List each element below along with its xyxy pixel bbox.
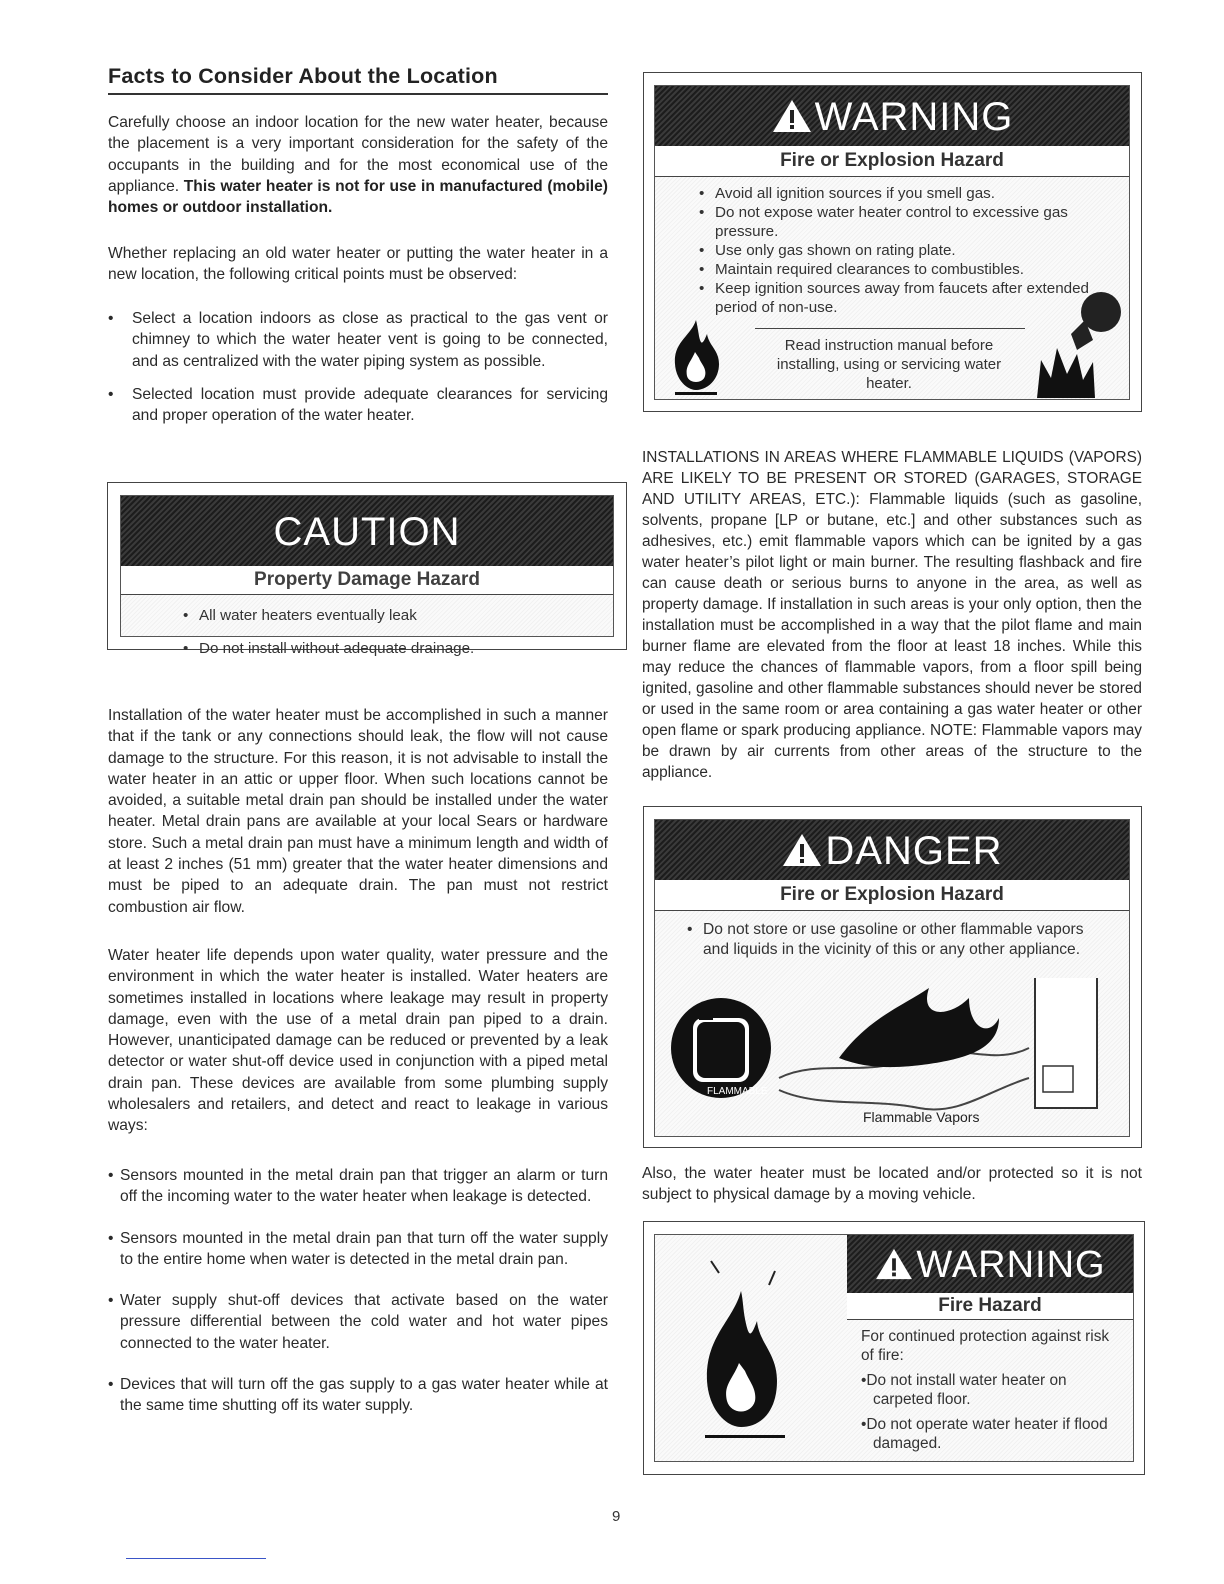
warning-title: Fire Hazard (847, 1293, 1133, 1320)
replacing-text: Whether replacing an old water heater or putting the water heater in a new location, the following critical points must be observed: (108, 245, 608, 284)
vehicle-paragraph (642, 1163, 1142, 1206)
divider (755, 328, 1025, 329)
warning-title: Fire or Explosion Hazard (655, 146, 1129, 177)
leak-text: Water heater life depends upon water quality, water pressure and the environment in which the water heater is installed. Water heaters are sometimes installed in locations where leakage may result in property damage, even with the use of a metal drain pan piped to a drain. However, unanticipated damage can be reduced or prevented by a leak detector or water shut-off device used in conjunction with a piped metal drain pan. These devices are available from some plumbing supply wholesalers and retailers, and detect and react to leakage in various ways: (108, 947, 608, 1135)
critical-points-list (108, 308, 608, 426)
list-item: • Do not install without adequate drainage. (181, 639, 474, 658)
alert-triangle-icon (781, 832, 823, 868)
alert-triangle-icon (771, 98, 813, 134)
flammable-vapors-illustration (669, 978, 1109, 1128)
danger-box (643, 806, 1142, 1148)
list-item: • Devices that will turn off the gas supply to a gas water heater while at the same time shutting off its water supply. (108, 1374, 608, 1417)
list-item: • Use only gas shown on rating plate. (697, 241, 1111, 260)
warning-banner: WARNING (655, 86, 1129, 146)
fire-lead-text: For continued protection against risk of fire: (861, 1328, 1110, 1364)
drain-pan-paragraph (108, 705, 608, 918)
list-item: • Maintain required clearances to combustibles. (697, 260, 1111, 279)
section-heading: Facts to Consider About the Location (108, 64, 608, 95)
flammable-text: INSTALLATIONS IN AREAS WHERE FLAMMABLE LIQUIDS (VAPORS) ARE LIKELY TO BE PRESENT OR STORED (GARAGES, STORAGE AND UTILITY AREAS, ETC.): Flammable liquids (such as gasoline, solvents, propane [LP or butane, etc.] and other substances such as adhesives, etc.) emit flammable vapors which can be ignited by a gas water heater’s pilot light or main burner. The resulting flashback and fire can cause death or serious burns to anyone in the area, as well as property damage. If installation in such areas is your only option, then the installation must be accomplished in a way that the pilot flame and main burner flame are elevated from the floor at least 18 inches. While this may reduce the chances of flammable vapors, from a floor spill being ignited, gasoline and other flammable substances should never be stored or used in the same room or area containing a gas water heater or other open flame or spark producing appliance. NOTE: Flammable vapors may be drawn by air currents from other areas of the structure to the appliance. (642, 449, 1142, 781)
list-item: • Sensors mounted in the metal drain pan that trigger an alarm or turn off the incoming water to the water heater when leakage is detected. (108, 1165, 608, 1208)
warning-banner: WARNING (847, 1235, 1133, 1293)
list-item: • Sensors mounted in the metal drain pan that turn off the water supply to the entire home when water is detected in the metal drain pan. (108, 1228, 608, 1271)
intro-bold-warning: This water heater is not for use in manufactured (mobile) homes or outdoor installation. (108, 177, 608, 217)
vehicle-text: Also, the water heater must be located and/or protected so it is not subject to physical damage by a moving vehicle. (642, 1165, 1142, 1204)
warning-box-fire (643, 1221, 1145, 1475)
list-item: •Do not operate water heater if flood damaged. (861, 1416, 1108, 1452)
manual-note: Read instruction manual before installing, using or servicing water heater. (776, 337, 1002, 392)
flammable-can-label: FLAMMABLE (707, 1086, 768, 1097)
list-item: • Water supply shut-off devices that activate based on the water pressure differential between the cold water and hot water pipes connected to the water heater. (108, 1290, 608, 1354)
leak-paragraph (108, 945, 608, 1137)
caution-banner: CAUTION (121, 496, 613, 566)
danger-title: Fire or Explosion Hazard (655, 880, 1129, 911)
list-item: • Keep ignition sources away from faucets after extended period of non-use. (697, 279, 1111, 317)
intro-text: Carefully choose an indoor location for the new water heater, because the placement is a very important consideration for the safety of the occupants in the building and for the most economical use of the appliance. (108, 114, 608, 195)
list-item: • Selected location must provide adequate clearances for servicing and proper operation of the water heater. (108, 384, 608, 427)
list-item: •Do not install water heater on carpeted floor. (861, 1372, 1067, 1408)
list-item: • Do not expose water heater control to excessive gas pressure. (697, 203, 1111, 241)
footer-link-underline (126, 1558, 266, 1559)
flammable-vapors-label: Flammable Vapors (863, 1109, 980, 1125)
devices-list (108, 1165, 608, 1417)
caution-box (107, 482, 627, 657)
intro-paragraph (108, 112, 608, 218)
flame-icon (661, 316, 731, 396)
list-item: • Avoid all ignition sources if you smell gas. (697, 184, 1111, 203)
flame-icon (685, 1251, 795, 1441)
page-number: 9 (612, 1508, 621, 1525)
warning-box-explosion (643, 72, 1142, 412)
list-item: • Select a location indoors as close as practical to the gas vent or chimney to which the water heater vent is going to be connected, and as centralized with the water piping system as possible. (108, 308, 608, 372)
drain-pan-text: Installation of the water heater must be accomplished in such a manner that if the tank or any connections should leak, the flow will not cause damage to the structure. For this reason, it is not advisable to install the water heater in an attic or upper floor. When such locations cannot be avoided, a suitable metal drain pan should be installed under the water heater. Metal drain pans are available at your local Sears or hardware store. Such a metal drain pan must have a minimum length and width of at least 2 inches (51 mm) greater that the water heater dimensions and must be piped to an adequate drain. The pan must not restrict combustion air flow. (108, 707, 608, 916)
replacing-paragraph (108, 243, 608, 286)
caution-title: Property Damage Hazard (121, 566, 613, 595)
list-item: • Do not store or use gasoline or other flammable vapors and liquids in the vicinity of this or any other appliance. (685, 920, 1105, 959)
alert-triangle-icon (874, 1247, 914, 1281)
danger-banner: DANGER (655, 820, 1129, 880)
list-item: • All water heaters eventually leak (181, 606, 474, 625)
flammable-paragraph (642, 447, 1142, 783)
explosion-icon (1027, 290, 1127, 400)
